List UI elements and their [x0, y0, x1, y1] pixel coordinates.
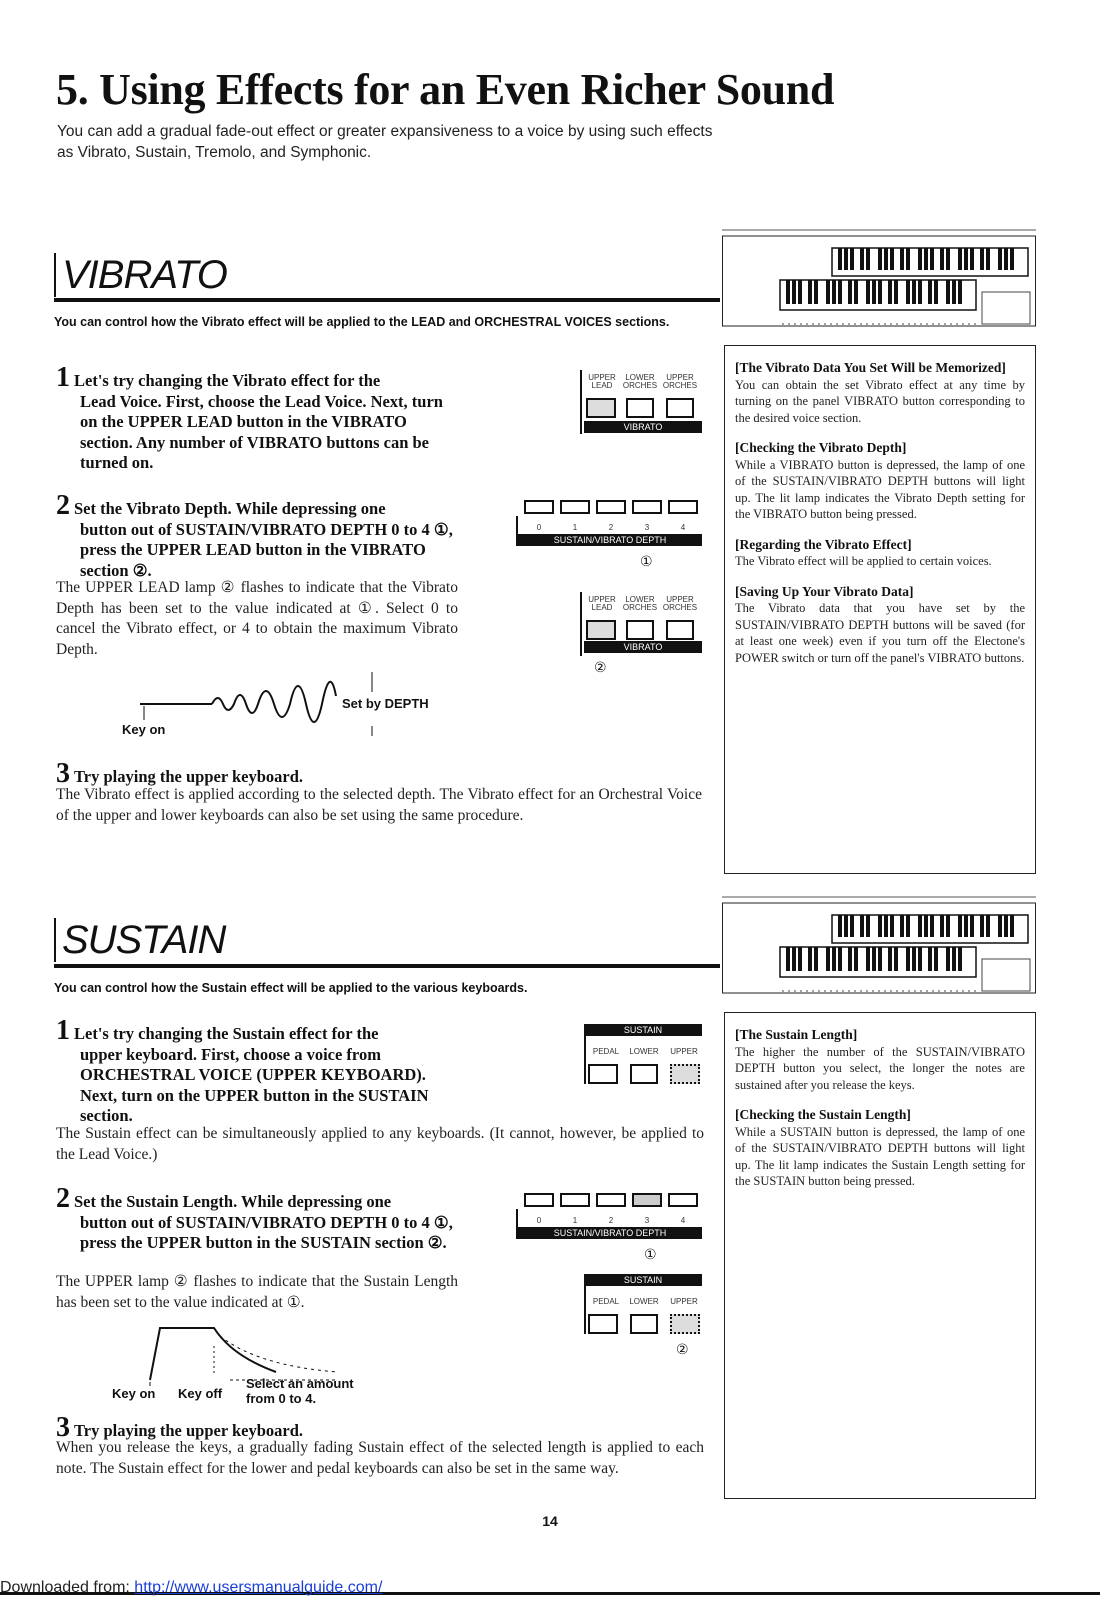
- depth-panel-bar: SUSTAIN/VIBRATO DEPTH: [518, 534, 702, 546]
- sustain-rule: [54, 964, 720, 968]
- note-title: [Checking the Sustain Length]: [735, 1107, 911, 1122]
- vibrato-step-1: [56, 362, 458, 474]
- step-heading: Set the Sustain Length. While depressing one: [74, 1192, 392, 1211]
- key-on-label: Key on: [112, 1386, 156, 1401]
- marker-2: ②: [676, 1342, 689, 1358]
- upper-orches-button[interactable]: [666, 620, 694, 640]
- panel-label: UPPER: [670, 1047, 698, 1056]
- note-text: The Vibrato data that you have set by the SUSTAIN/VIBRATO DEPTH buttons will be saved (for at least one week) even if you turn off the Electone's POWER switch or turn off the panel's VIBRATO buttons.: [735, 601, 1025, 665]
- step-heading-cont: button out of SUSTAIN/VIBRATO DEPTH 0 to 4 ①, press the UPPER button in the SUSTAIN section ②.: [80, 1212, 453, 1252]
- depth-number: 2: [608, 1216, 614, 1225]
- note-text: While a SUSTAIN button is depressed, the lamp of one of the SUSTAIN/VIBRATO DEPTH buttons will light up. The lit lamp indicates the Sustain Length setting for the SUSTAIN button being pressed.: [735, 1124, 1025, 1188]
- step-heading-cont: Lead Voice. First, choose the Lead Voice. Next, turn on the UPPER LEAD button in the VIBRATO section. Any number of VIBRATO buttons can be turned on.: [80, 391, 443, 472]
- panel-bar: SUSTAIN: [584, 1024, 702, 1036]
- sustain-title: SUSTAIN: [54, 918, 225, 962]
- marker-1: ①: [644, 1247, 657, 1263]
- depth-panel: [514, 498, 704, 570]
- upper-button[interactable]: [670, 1314, 700, 1334]
- vibrato-panel: [580, 364, 702, 436]
- set-by-depth-label: Set by DEPTH: [342, 696, 429, 711]
- lower-orches-button[interactable]: [626, 398, 654, 418]
- lower-button[interactable]: [630, 1064, 658, 1084]
- vibrato-panel-2: [580, 586, 702, 678]
- step-number: 1: [56, 362, 70, 393]
- note-text: You can obtain the set Vibrato effect at any time by turning on the panel VIBRATO button corresponding to the desired voice section.: [735, 377, 1025, 425]
- vibrato-rule: [54, 298, 720, 302]
- lower-orches-button[interactable]: [626, 620, 654, 640]
- sustain-envelope-diagram: [108, 1316, 408, 1420]
- upper-orches-button[interactable]: [666, 398, 694, 418]
- depth-button-2[interactable]: [596, 1193, 626, 1207]
- page-number: 14: [542, 1513, 558, 1529]
- panel-label: UPPER ORCHES: [662, 595, 698, 612]
- panel-label: UPPER LEAD: [588, 595, 616, 612]
- step-heading-cont: upper keyboard. First, choose a voice from ORCHESTRAL VOICE (UPPER KEYBOARD). Next, turn on the UPPER button in the SUSTAIN section.: [80, 1044, 429, 1125]
- step-heading: Set the Vibrato Depth. While depressing one: [74, 499, 386, 518]
- depth-button-0[interactable]: [524, 500, 554, 514]
- download-footer: [0, 1579, 382, 1597]
- panel-label: PEDAL: [592, 1297, 620, 1306]
- pedal-button[interactable]: [588, 1314, 618, 1334]
- vibrato-subtitle: You can control how the Vibrato effect will be applied to the LEAD and ORCHESTRAL VOICES sections.: [54, 315, 670, 329]
- page-title: 5. Using Effects for an Even Richer Sound: [56, 65, 835, 114]
- step-heading: Try playing the upper keyboard.: [74, 1421, 304, 1440]
- vibrato-step-3-body: The Vibrato effect is applied according to the selected depth. The Vibrato effect for an Orchestral Voice of the upper and lower keyboards can also be set using the same procedure.: [56, 786, 702, 824]
- panel-bar: VIBRATO: [584, 641, 702, 653]
- depth-button-0[interactable]: [524, 1193, 554, 1207]
- depth-panel: [514, 1191, 704, 1263]
- lower-button[interactable]: [630, 1314, 658, 1334]
- pedal-button[interactable]: [588, 1064, 618, 1084]
- footer-prefix: Downloaded from:: [0, 1579, 135, 1596]
- panel-label: UPPER LEAD: [588, 373, 616, 390]
- step-number: 2: [56, 1183, 70, 1214]
- vibrato-wave-diagram: [110, 668, 470, 748]
- step-heading-cont: button out of SUSTAIN/VIBRATO DEPTH 0 to 4 ①, press the UPPER LEAD button in the VIBRATO section ②.: [80, 519, 453, 580]
- panel-label: UPPER ORCHES: [662, 373, 698, 390]
- depth-number: 1: [572, 523, 578, 532]
- sustain-step-3-body: When you release the keys, a gradually fading Sustain effect of the selected length is applied to each note. The Sustain effect for the lower and pedal keyboards can also be set in the same way.: [56, 1439, 704, 1477]
- keyboard-illustration: [722, 228, 1036, 328]
- vibrato-step-2-body: The UPPER LEAD lamp ② flashes to indicate that the Vibrato Depth has been set to the value indicated at ①. Select 0 to cancel the Vibrato effect, or 4 to obtain the maximum Vibrato Depth.: [56, 579, 458, 658]
- note-title: [Regarding the Vibrato Effect]: [735, 536, 912, 552]
- select-amount-label: Select an amount from 0 to 4.: [246, 1376, 354, 1406]
- sustain-panel-2: [584, 1274, 706, 1362]
- panel-bar: VIBRATO: [584, 421, 702, 433]
- depth-button-3[interactable]: [632, 500, 662, 514]
- panel-label: LOWER: [629, 1047, 659, 1056]
- sustain-step-1-body: The Sustain effect can be simultaneously applied to any keyboards. (It cannot, however, be applied to the Lead Voice.): [56, 1125, 704, 1163]
- sustain-notes-box: [724, 1012, 1036, 1499]
- upper-lead-button[interactable]: [586, 620, 616, 640]
- depth-number: 1: [572, 1216, 578, 1225]
- note-text: While a VIBRATO button is depressed, the lamp of one of the SUSTAIN/VIBRATO DEPTH buttons will light up. The lit lamp indicates the Vibrato Depth setting for the VIBRATO button being pressed.: [735, 457, 1025, 521]
- depth-number: 3: [644, 1216, 650, 1225]
- sustain-step-2-body: The UPPER lamp ② flashes to indicate that the Sustain Length has been set to the value indicated at ①.: [56, 1273, 458, 1311]
- step-number: 1: [56, 1015, 70, 1046]
- note-title: [Checking the Vibrato Depth]: [735, 440, 907, 455]
- vibrato-step-3: [56, 758, 696, 789]
- note-text: The higher the number of the SUSTAIN/VIBRATO DEPTH button you select, the longer the notes are sustained after you release the keys.: [735, 1044, 1025, 1092]
- step-heading: Let's try changing the Sustain effect for the: [74, 1024, 379, 1043]
- note-title: [The Vibrato Data You Set Will be Memorized]: [735, 360, 1006, 375]
- step-number: 2: [56, 490, 70, 521]
- depth-number: 0: [536, 523, 542, 532]
- panel-label: LOWER: [629, 1297, 659, 1306]
- upper-button[interactable]: [670, 1064, 700, 1084]
- depth-number: 4: [680, 1216, 686, 1225]
- panel-label: LOWER ORCHES: [622, 595, 658, 612]
- step-number: 3: [56, 758, 70, 789]
- panel-bar: SUSTAIN: [584, 1274, 702, 1286]
- note-title: [Saving Up Your Vibrato Data]: [735, 583, 914, 599]
- marker-2: ②: [594, 660, 607, 676]
- depth-button-4[interactable]: [668, 500, 698, 514]
- note-title: [The Sustain Length]: [735, 1027, 858, 1042]
- depth-button-3[interactable]: [632, 1193, 662, 1207]
- depth-number: 2: [608, 523, 614, 532]
- keyboard-illustration: [722, 895, 1036, 995]
- sustain-step-2: [56, 1183, 458, 1254]
- note-text: The Vibrato effect will be applied to certain voices.: [735, 554, 992, 568]
- sustain-panel: [584, 1024, 706, 1092]
- key-on-label: Key on: [122, 722, 166, 737]
- depth-panel-bar: SUSTAIN/VIBRATO DEPTH: [518, 1227, 702, 1239]
- panel-label: PEDAL: [592, 1047, 620, 1056]
- depth-button-1[interactable]: [560, 1193, 590, 1207]
- intro-paragraph: You can add a gradual fade-out effect or greater expansiveness to a voice by using such effects as Vibrato, Sustain, Tremolo, and Symphonic.: [57, 123, 713, 161]
- upper-lead-button[interactable]: [586, 398, 616, 418]
- depth-number: 3: [644, 523, 650, 532]
- vibrato-title: VIBRATO: [54, 253, 227, 297]
- depth-number: 0: [536, 1216, 542, 1225]
- panel-label: LOWER ORCHES: [622, 373, 658, 390]
- footer-link[interactable]: http://www.usersmanualguide.com/: [134, 1579, 383, 1596]
- step-heading: Let's try changing the Vibrato effect for the: [74, 371, 381, 390]
- vibrato-step-2: [56, 490, 458, 581]
- depth-button-4[interactable]: [668, 1193, 698, 1207]
- depth-button-2[interactable]: [596, 500, 626, 514]
- sustain-subtitle: You can control how the Sustain effect will be applied to the various keyboards.: [54, 981, 528, 995]
- depth-number: 4: [680, 523, 686, 532]
- vibrato-notes-box: [724, 345, 1036, 874]
- panel-label: UPPER: [670, 1297, 698, 1306]
- step-heading: Try playing the upper keyboard.: [74, 767, 304, 786]
- key-off-label: Key off: [178, 1386, 223, 1401]
- marker-1: ①: [640, 554, 653, 570]
- sustain-step-1: [56, 1015, 458, 1127]
- step-number: 3: [56, 1412, 70, 1443]
- depth-button-1[interactable]: [560, 500, 590, 514]
